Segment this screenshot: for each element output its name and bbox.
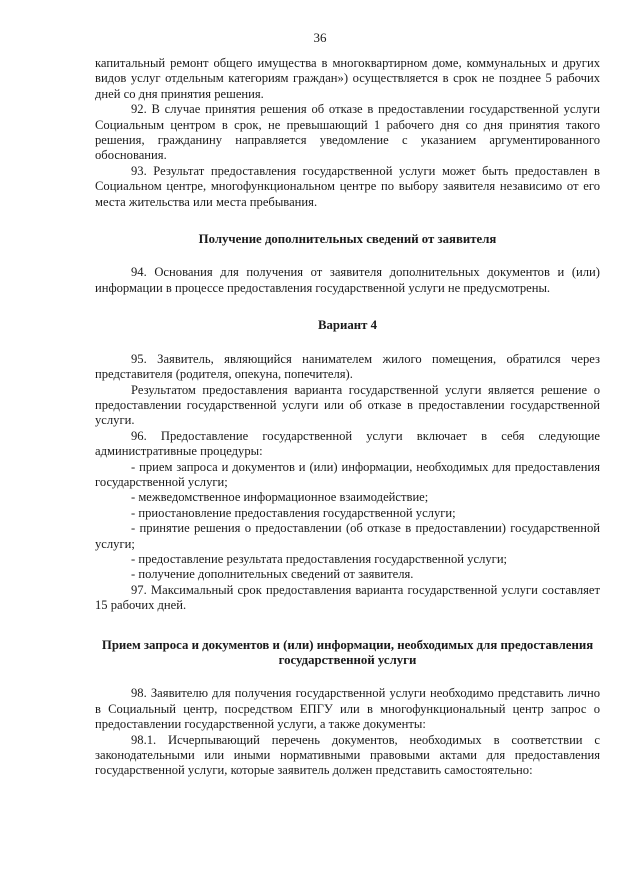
paragraph-97: 97. Максимальный срок предоставления варианта государственной услуги составляет 15 рабочих дней.	[95, 582, 600, 613]
paragraph-92: 92. В случае принятия решения об отказе в предоставлении государственной услуги Социальным центром в срок, не превышающий 1 рабочего дня со дня принятия такого решения, гражданину направляется уведомление с указанием аргументированного обоснования.	[95, 102, 600, 163]
list-item: - получение дополнительных сведений от заявителя.	[131, 567, 414, 582]
paragraph-91-end: капитальный ремонт общего имущества в многоквартирном доме, коммунальных и других видов услуг отдельным категориям граждан») осуществляется в срок не позднее 5 рабочих дней со дня принятия решения.	[95, 56, 600, 101]
page-number: 36	[313, 30, 327, 45]
list-item: - прием запроса и документов и (или) информации, необходимых для предоставления государственной услуги;	[95, 459, 600, 489]
list-item: - приостановление предоставления государственной услуги;	[131, 505, 456, 520]
paragraph-96: 96. Предоставление государственной услуги включает в себя следующие административные процедуры:	[95, 428, 600, 459]
paragraph-95: 95. Заявитель, являющийся нанимателем жилого помещения, обратился через представителя (родителя, опекуна, попечителя).	[95, 351, 600, 382]
paragraph-98-1: 98.1. Исчерпывающий перечень документов, необходимых в соответствии с законодательными или иными нормативными правовыми актами для предоставления государственной услуги, которые заявитель должен представить самостоятельно:	[95, 732, 600, 778]
section-heading-variant-4: Вариант 4	[317, 318, 378, 333]
list-item: - предоставление результата предоставления государственной услуги;	[131, 551, 508, 566]
paragraph-93: 93. Результат предоставления государственной услуги может быть предоставлен в Социальном центре, многофункциональном центре по выбору заявителя независимо от его места жительства или места пребывания.	[95, 163, 600, 209]
document-body	[95, 56, 600, 779]
list-item: - принятие решения о предоставлении (об отказе в предоставлении) государственной услуги;	[95, 521, 600, 551]
section-heading-request-documents: Прием запроса и документов и (или) информации, необходимых для предоставления государственной услуги	[101, 637, 594, 667]
paragraph-95-result: Результатом предоставления варианта государственной услуги является решение о предоставлении государственной услуги или об отказе в предоставлении государственной услуги.	[95, 382, 600, 428]
paragraph-98: 98. Заявителю для получения государственной услуги необходимо представить лично в Социальный центр, посредством ЕПГУ или в многофункциональный центр запрос о предоставлении государственной услуги, а также документы:	[95, 686, 600, 732]
paragraph-94: 94. Основания для получения от заявителя дополнительных документов и (или) информации в процессе предоставления государственной услуги не предусмотрены.	[95, 265, 600, 295]
list-item: - межведомственное информационное взаимодействие;	[131, 490, 429, 505]
section-heading-additional-info: Получение дополнительных сведений от заявителя	[198, 232, 497, 247]
